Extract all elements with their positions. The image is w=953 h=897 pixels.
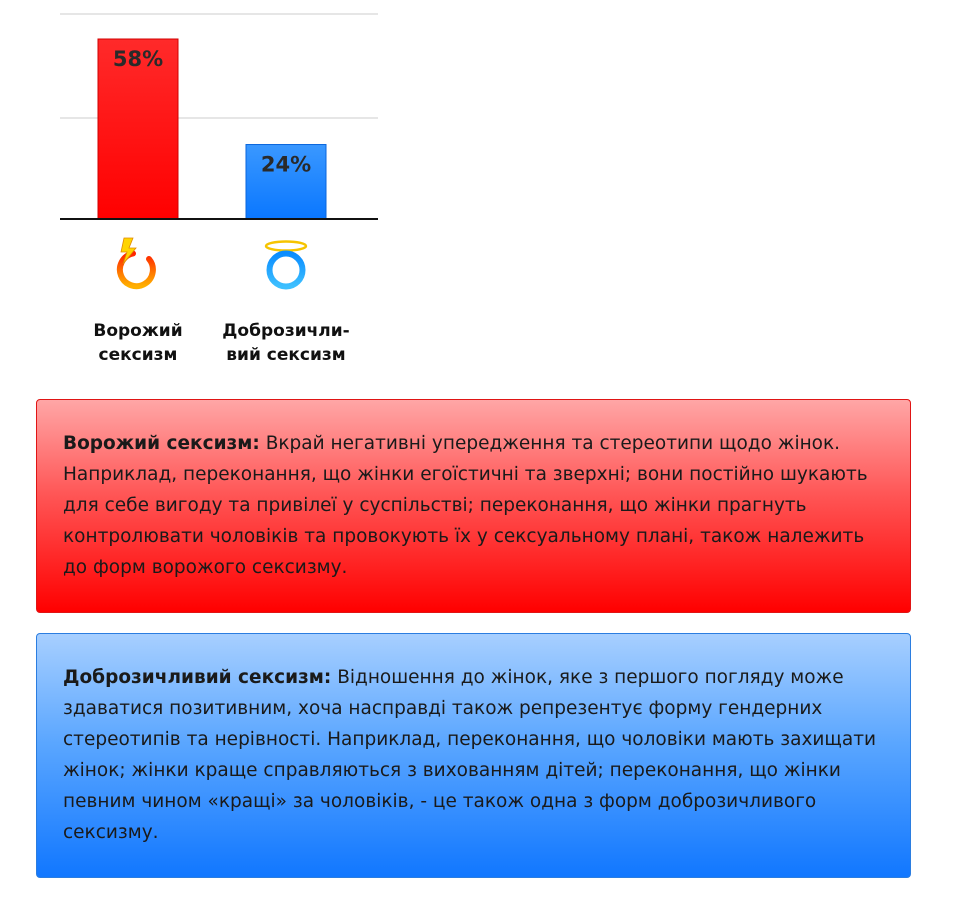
hostile-sexism-description: Вкрай негативні упередження та стереотипи щодо жінок. Наприклад, переконання, що жінки егоїстичні та зверхні; вони постійно шукають для себе вигоду та привілеї у суспільстві; переконання, що жінки прагнуть контролювати чоловіків та провокують їх у сексуальному плані, також належить до форм ворожого сексизму. [63, 433, 868, 578]
benevolent-sexism-description: Відношення до жінок, яке з першого погляду може здаватися позитивним, хоча насправді також репрезентує форму гендерних стереотипів та нерівності. Наприклад, переконання, що чоловіки мають захищати жінок; жінки краще справляються з вихованням дітей; переконання, що жінки певним чином «кращі» за чоловіків, - це також одна з форм доброзичливого сексизму. [63, 667, 876, 843]
hostile-sexism-term: Ворожий сексизм: [63, 433, 260, 454]
category-label-hostile [63, 319, 213, 367]
benevolent-sexism-definition-box [36, 633, 911, 878]
data-label-benevolent: 24% [260, 152, 312, 177]
hostile-sexism-definition-box [36, 399, 911, 613]
category-label-hostile-line-2: сексизм [98, 345, 178, 365]
category-label-benevolent-line-2: вий сексизм [226, 345, 346, 365]
category-label-benevolent [211, 319, 361, 367]
data-label-hostile: 58% [112, 47, 164, 71]
bars [98, 39, 326, 219]
category-label-benevolent-line-1: Доброзичли- [222, 321, 350, 341]
category-label-hostile-line-1: Ворожий [93, 321, 183, 341]
bar-chart [0, 0, 400, 380]
chart-svg [0, 0, 400, 320]
benevolent-sexism-term: Доброзичливий сексизм: [63, 667, 332, 688]
female-symbol-halo-icon [266, 242, 306, 313]
female-symbol-broken-lightning-icon [120, 238, 153, 312]
